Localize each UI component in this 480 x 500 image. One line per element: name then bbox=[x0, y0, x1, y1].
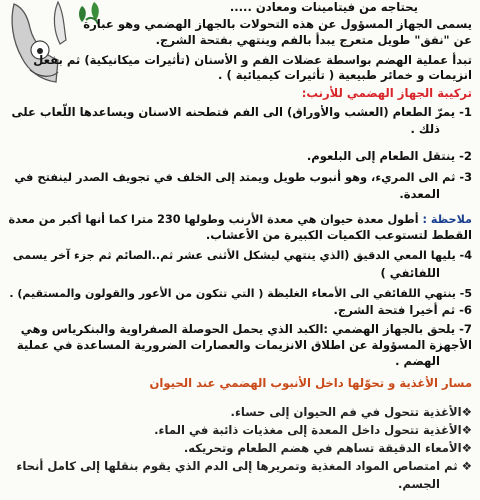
intro-line-4: انزيمات و خمائر طبيعية ( تأثيرات كيميائية ) . bbox=[218, 68, 472, 82]
bullet-item-1: ❖الأغذية تتحول في فم الحيوان إلى حساء. bbox=[230, 405, 472, 419]
step-6: 6- ثم أخيرا فتحة الشرج. bbox=[333, 303, 472, 317]
step-1-line-b: ذلك . bbox=[410, 122, 440, 136]
note-label: ملاحظة : bbox=[422, 213, 472, 226]
step-4-line-a: 4- يليها المعي الدقيق (الذي ينتهي ليشكل الأثنى عشر ثم..الصائم ثم جزء آخر يسمى bbox=[12, 249, 472, 262]
step-2: 2- ينتقل الطعام إلى البلعوم. bbox=[306, 149, 472, 163]
intro-line-1: يسمى الجهاز المسؤول عن هذه التحولات بالجهاز الهضمي وهو عبارة bbox=[83, 17, 472, 31]
bullet-item-4-line-b: الجسم. bbox=[398, 477, 440, 491]
step-3-line-b: المعدة. bbox=[399, 187, 440, 201]
section-heading-rabbit-digestive-system: تركيبة الجهاز الهضمي للأرنب: bbox=[301, 86, 472, 100]
note-line-b: القطط لتستوعب الكميات الكبيرة من الأعشاب. bbox=[205, 228, 472, 242]
intro-line-2: عن "نفق" طويل متعرج يبدأ بالفم وينتهي بفتحة الشرج. bbox=[155, 33, 472, 47]
step-4-line-b: اللفائفي ) bbox=[380, 266, 440, 280]
step-1-line-a: 1- يمرّ الطعام (العشب والأوراق) الى الفم فتطحنه الاسنان ويساعدها اللّعاب على bbox=[11, 105, 472, 119]
step-7-line-b: الأجهزة المسؤولة عن اطلاق الانزيمات والعصارات الضرورية المساعدة في عملية bbox=[16, 338, 472, 352]
note-text: أطول معدة حيوان هي معدة الأرنب وطولها 230 مترا كما أنها أكبر من معدة bbox=[8, 213, 423, 226]
bunny-illustration bbox=[0, 0, 120, 90]
intro-line-3: تبدأ عملية الهضم بواسطة عضلات الفم و الأسنان (تأثيرات ميكانيكية) ثم بفعل bbox=[33, 53, 472, 67]
bullet-item-2: ❖الأغذية تتحول داخل المعدة إلى مغذيات ذائبة في الماء. bbox=[154, 423, 472, 437]
bullet-item-3: ❖الأمعاء الدقيقة تساهم في هضم الطعام وتحريكه. bbox=[183, 441, 472, 455]
step-5: 5- ينتهي اللفائفي الى الأمعاء الغليظة ( التي تتكون من الأعور والقولون والمستقيم) . bbox=[9, 287, 472, 300]
note-line-a bbox=[9, 212, 472, 227]
section-heading-food-path: مسار الأغذية و تحوّلها داخل الأنبوب الهضمي عند الحيوان bbox=[149, 376, 472, 390]
intro-line-0: يحتاجه من فيتامينات ومعادن ..... bbox=[229, 0, 418, 14]
bullet-item-4-line-a: ❖ ثم امتصاص المواد المغذية وتمريرها إلى الدم الذي يقوم بنقلها إلى كامل أنحاء bbox=[16, 459, 472, 473]
step-7-line-a: 7- يلحق بالجهاز الهضمي :الكبد الذي يحمل الحوصلة الصفراوية والبنكرياس وهي bbox=[20, 322, 472, 336]
step-3-line-a: 3- ثم الى المريء، وهو أنبوب طويل ويمتد إلى الخلف في تجويف الصدر لينفتح في bbox=[14, 170, 472, 184]
step-7-line-c: الهضم . bbox=[395, 354, 440, 368]
